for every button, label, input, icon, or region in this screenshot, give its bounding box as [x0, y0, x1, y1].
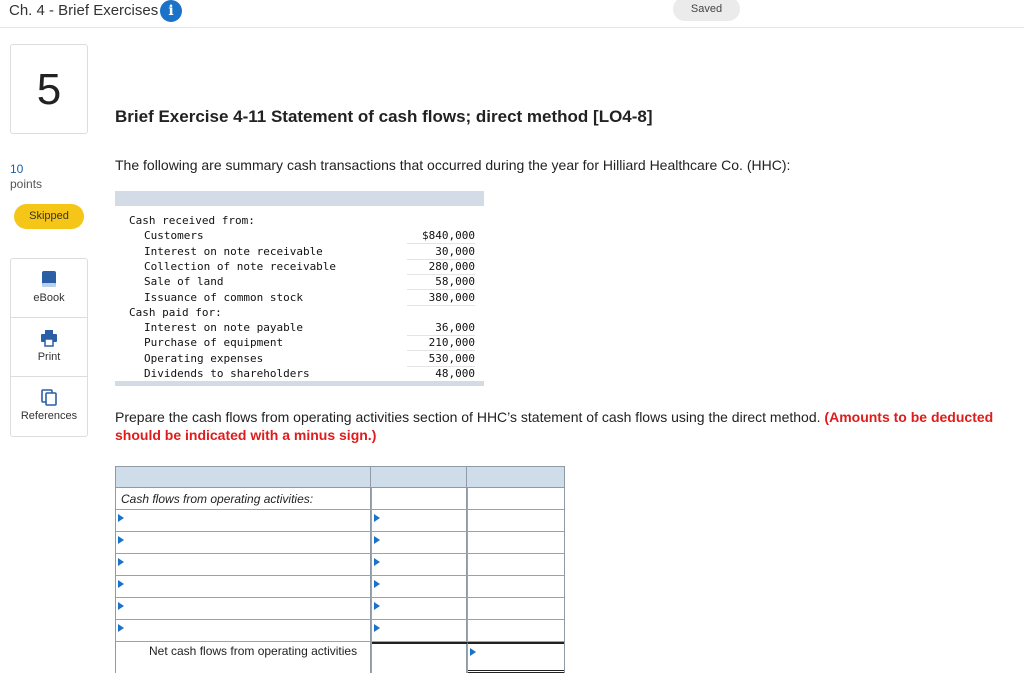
transaction-amount: $840,000 — [407, 228, 475, 244]
transaction-label: Sale of land — [144, 275, 224, 289]
transaction-row — [115, 305, 484, 320]
transaction-label: Operating expenses — [144, 351, 264, 365]
dropdown-arrow-icon — [118, 580, 124, 588]
account-select[interactable] — [116, 576, 372, 597]
print-button[interactable] — [11, 318, 87, 377]
answer-row — [116, 576, 564, 598]
transaction-amount: 36,000 — [407, 320, 475, 336]
transaction-group-label: Cash received from: — [129, 214, 255, 227]
net-total-input[interactable] — [468, 642, 564, 673]
dropdown-arrow-icon — [374, 580, 380, 588]
question-number: 5 — [10, 44, 88, 134]
points-label: points — [10, 177, 43, 191]
dropdown-arrow-icon — [374, 602, 380, 610]
transaction-group-label: Cash paid for: — [129, 305, 222, 319]
dropdown-arrow-icon — [118, 602, 124, 610]
total-input[interactable] — [468, 510, 564, 531]
net-cash-row — [116, 642, 564, 673]
transaction-amount: 210,000 — [407, 335, 475, 351]
total-input[interactable] — [468, 598, 564, 619]
net-label-cell — [116, 642, 372, 673]
answer-row — [116, 532, 564, 554]
references-button[interactable] — [11, 377, 87, 436]
total-input[interactable] — [468, 488, 564, 509]
top-bar — [0, 0, 1024, 28]
transaction-label: Customers — [144, 229, 204, 243]
transaction-row — [115, 259, 484, 274]
section-label-cell — [116, 488, 372, 509]
net-amount-input[interactable] — [372, 642, 468, 673]
transaction-amount: 280,000 — [407, 259, 475, 275]
transaction-label: Interest on note receivable — [144, 244, 323, 258]
account-select[interactable] — [116, 532, 372, 553]
answer-table-body — [115, 488, 565, 673]
dropdown-arrow-icon — [374, 558, 380, 566]
saved-status-badge: Saved — [673, 0, 740, 21]
dropdown-arrow-icon — [118, 558, 124, 566]
instructions-text: Prepare the cash flows from operating activities section of HHC’s statement of cash flows using the direct method. — [115, 409, 821, 425]
problem-title: Brief Exercise 4-11 Statement of cash flows; direct method [LO4-8] — [115, 107, 653, 126]
problem-intro: The following are summary cash transactions that occurred during the year for Hilliard Healthcare Co. (HHC): — [115, 157, 791, 173]
print-label: Print — [37, 351, 61, 363]
book-icon — [40, 270, 58, 288]
transaction-row — [115, 366, 484, 381]
transaction-label: Collection of note receivable — [144, 259, 337, 273]
chapter-title: Ch. 4 - Brief Exercises — [9, 2, 159, 19]
answer-row — [116, 510, 564, 532]
dropdown-arrow-icon — [118, 536, 124, 544]
transactions-table — [115, 191, 484, 387]
transaction-row — [115, 244, 484, 259]
copy-icon — [40, 388, 58, 406]
transaction-label: Interest on note payable — [144, 321, 303, 335]
transaction-amount: 380,000 — [407, 290, 475, 306]
total-input[interactable] — [468, 532, 564, 553]
transaction-label: Dividends to shareholders — [144, 367, 310, 380]
answer-table — [115, 466, 565, 673]
answer-row — [116, 554, 564, 576]
dropdown-arrow-icon — [118, 624, 124, 632]
net-cash-label: Net cash flows from operating activities — [149, 644, 358, 658]
answer-table-header — [115, 466, 565, 488]
table-footer-bar — [115, 381, 484, 386]
transaction-row — [115, 290, 484, 305]
amount-input[interactable] — [372, 554, 468, 575]
account-select[interactable] — [116, 510, 372, 531]
table-header-bar — [115, 191, 484, 206]
answer-row — [116, 598, 564, 620]
amount-input[interactable] — [372, 620, 468, 641]
section-label-row — [116, 488, 564, 510]
transaction-row — [115, 213, 484, 228]
total-input[interactable] — [468, 554, 564, 575]
amount-input[interactable] — [372, 576, 468, 597]
instructions — [115, 408, 1005, 444]
ebook-button[interactable] — [11, 259, 87, 318]
printer-icon — [40, 329, 58, 347]
tool-panel — [10, 258, 88, 437]
dropdown-arrow-icon — [374, 536, 380, 544]
total-input[interactable] — [468, 620, 564, 641]
points-value: 10 — [10, 162, 24, 176]
amount-input[interactable] — [372, 532, 468, 553]
dropdown-arrow-icon — [374, 624, 380, 632]
dropdown-arrow-icon — [470, 648, 476, 656]
instructions-warning: (Amounts to be deducted should be indicated with a minus sign.) — [115, 409, 994, 443]
amount-input[interactable] — [372, 488, 468, 509]
transaction-row — [115, 228, 484, 243]
dropdown-arrow-icon — [118, 514, 124, 522]
account-select[interactable] — [116, 620, 372, 641]
transaction-label: Issuance of common stock — [144, 290, 303, 304]
transaction-amount: 48,000 — [407, 366, 475, 382]
transaction-row — [115, 335, 484, 350]
total-input[interactable] — [468, 576, 564, 597]
answer-row — [116, 620, 564, 642]
account-select[interactable] — [116, 598, 372, 619]
info-icon[interactable]: i — [160, 0, 182, 22]
ebook-label: eBook — [33, 292, 65, 304]
references-label: References — [20, 410, 78, 422]
transaction-amount: 58,000 — [407, 274, 475, 290]
transaction-row — [115, 274, 484, 289]
dropdown-arrow-icon — [374, 514, 380, 522]
amount-input[interactable] — [372, 598, 468, 619]
account-select[interactable] — [116, 554, 372, 575]
amount-input[interactable] — [372, 510, 468, 531]
transaction-amount: 530,000 — [407, 351, 475, 367]
transaction-label: Purchase of equipment — [144, 336, 284, 350]
transaction-amount: 30,000 — [407, 244, 475, 260]
transaction-row — [115, 320, 484, 335]
question-status-badge: Skipped — [14, 204, 84, 229]
transaction-row — [115, 351, 484, 366]
section-label: Cash flows from operating activities: — [121, 492, 314, 506]
